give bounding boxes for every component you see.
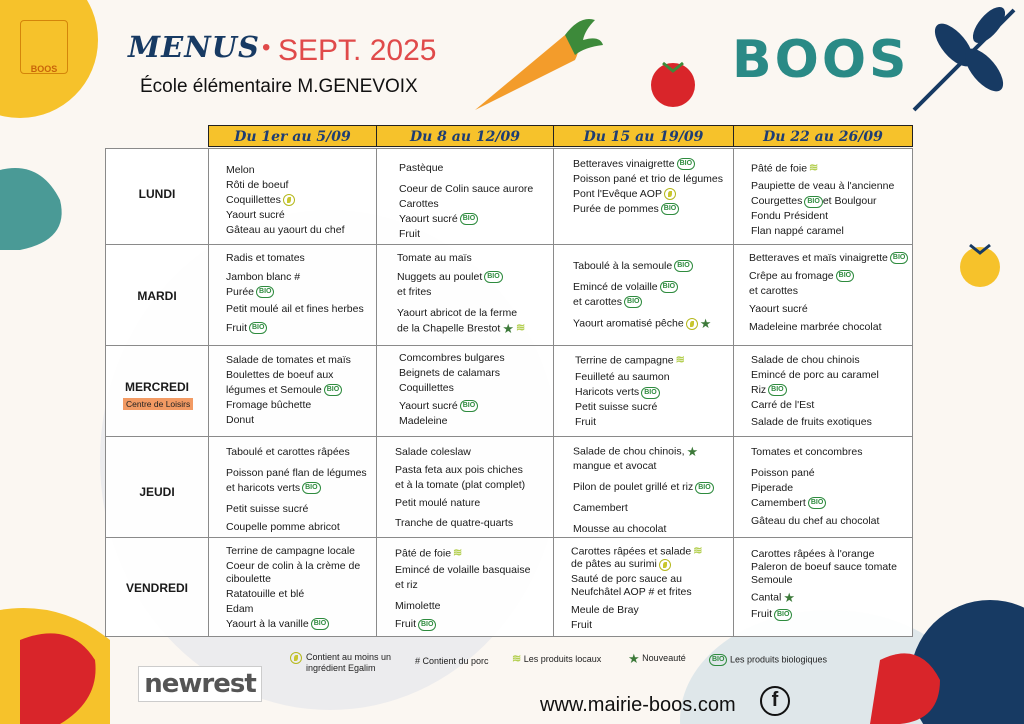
dish: Salade coleslaw xyxy=(395,446,471,458)
dish: de la Chapelle Brestot xyxy=(397,322,501,335)
egalim-icon xyxy=(283,194,295,206)
dish: Pâté de foie xyxy=(395,547,452,560)
week-header-2: Du 8 au 12/09 xyxy=(376,125,554,147)
dish: ciboulette xyxy=(226,573,271,585)
menu-cell-mardi-w3 xyxy=(573,260,711,332)
menu-cell-vendredi-w2 xyxy=(395,547,530,633)
dish: Boulettes de boeuf aux xyxy=(226,369,334,381)
menu-cell-mercredi-w3 xyxy=(575,354,685,431)
dish: Yaourt sucré xyxy=(749,303,808,315)
menus-title: MENUS xyxy=(128,30,260,64)
dish: Yaourt sucré xyxy=(226,209,285,221)
egalim-icon xyxy=(686,318,698,330)
menu-cell-lundi-w1 xyxy=(226,164,345,239)
egalim-icon xyxy=(659,559,671,571)
dish: Poisson pané flan de légumes xyxy=(226,467,367,479)
dish: légumes et Semoule xyxy=(226,384,322,396)
bio-icon: BIO xyxy=(890,252,908,264)
dish: mangue et avocat xyxy=(573,460,657,473)
dish: Radis et tomates xyxy=(226,252,305,264)
dish: Salade de chou chinois, xyxy=(573,445,685,458)
title-separator-dot: • xyxy=(262,34,271,61)
legend-local xyxy=(510,654,601,665)
dish: Taboulé et carottes râpées xyxy=(226,446,350,458)
local-products-icon: ≋ xyxy=(515,322,526,334)
dish: Cantal xyxy=(751,591,782,604)
new-star-icon: ★ xyxy=(783,590,796,605)
dish: Paupiette de veau à l'ancienne xyxy=(751,180,895,193)
menu-cell-vendredi-w4 xyxy=(751,548,897,623)
dish: Fondu Président xyxy=(751,210,829,223)
menu-cell-mercredi-w4 xyxy=(751,354,879,431)
local-products-icon: ≋ xyxy=(675,354,685,366)
dish: Emincé de porc au caramel xyxy=(751,369,879,381)
bio-icon: BIO xyxy=(836,270,854,282)
menu-table xyxy=(105,148,913,637)
bio-icon: BIO xyxy=(709,654,727,666)
dish: Madeleine xyxy=(399,415,448,427)
menu-cell-jeudi-w1 xyxy=(226,446,367,536)
menu-cell-jeudi-w4 xyxy=(751,446,879,530)
local-products-icon: ≋ xyxy=(453,547,463,559)
dish: Petit moulé ail et fines herbes xyxy=(226,303,364,315)
bio-icon: BIO xyxy=(641,387,659,399)
dish: Beignets de calamars xyxy=(399,367,500,379)
dish: Yaourt sucré xyxy=(399,400,458,412)
bio-icon: BIO xyxy=(660,281,678,293)
dish: Coeur de Colin sauce aurore xyxy=(399,183,534,195)
dish: Coupelle pomme abricot xyxy=(226,521,340,533)
dish: et Boulgour xyxy=(822,195,877,208)
week-header-1: Du 1er au 5/09 xyxy=(208,125,377,147)
dish: Feuilleté au saumon xyxy=(575,371,670,384)
dish: Camembert xyxy=(751,497,806,509)
dish: Yaourt abricot de la ferme xyxy=(397,307,518,319)
dish: Carré de l'Est xyxy=(751,399,815,411)
legend-egalim xyxy=(288,652,404,674)
mairie-logo: BOOS xyxy=(20,20,68,74)
menu-cell-jeudi-w2 xyxy=(395,446,525,532)
dish: Yaourt aromatisé pêche xyxy=(573,317,684,330)
menu-cell-mercredi-w2 xyxy=(399,352,505,430)
dish: et carottes xyxy=(749,285,799,297)
dish: Pastèque xyxy=(399,162,444,174)
day-jeudi: JEUDI xyxy=(139,485,175,499)
dish: Salade de tomates et maïs xyxy=(226,354,351,366)
menu-cell-lundi-w3 xyxy=(573,158,733,218)
dish: Edam xyxy=(226,603,254,615)
dish: Haricots verts xyxy=(575,386,640,399)
new-star-icon: ★ xyxy=(686,444,699,459)
dish: Mousse au chocolat xyxy=(573,523,667,536)
legend-bio-label: Les produits biologiques xyxy=(729,654,828,665)
dish: Neufchâtel AOP # et frites xyxy=(571,586,692,599)
dish: Terrine de campagne locale xyxy=(226,545,355,557)
dish: et à la tomate (plat complet) xyxy=(395,479,526,491)
dish: Meule de Bray xyxy=(571,604,639,617)
leaves-illustration xyxy=(904,0,1024,120)
day-lundi: LUNDI xyxy=(138,187,176,201)
bio-icon: BIO xyxy=(674,260,692,272)
dish: Poisson pané xyxy=(751,467,815,479)
dish: Betteraves et maïs vinaigrette xyxy=(749,252,888,264)
dish: Salade de chou chinois xyxy=(751,354,860,366)
local-products-icon: ≋ xyxy=(693,545,703,557)
bio-icon: BIO xyxy=(695,482,713,494)
website-link[interactable]: www.mairie-boos.com xyxy=(540,694,736,716)
dish: Poisson pané et trio de légumes xyxy=(573,173,724,185)
legend-bio xyxy=(707,654,827,666)
dish: Taboulé à la semoule xyxy=(573,260,673,272)
menu-cell-lundi-w4 xyxy=(751,162,894,240)
dish: Tomate au maïs xyxy=(397,252,472,264)
dish: Pâté de foie xyxy=(751,162,808,175)
dish: Fruit xyxy=(575,416,596,429)
dish: Pont l'Evêque AOP xyxy=(573,188,662,200)
dish: Coeur de colin à la crème de xyxy=(226,560,361,572)
dish: Purée de pommes xyxy=(573,203,659,215)
menu-cell-mardi-w4 xyxy=(749,252,908,336)
dish: Jambon blanc # xyxy=(226,271,301,283)
newrest-logo: newrest xyxy=(138,666,262,702)
egalim-icon xyxy=(664,188,676,200)
local-products-icon: ≋ xyxy=(809,162,819,174)
bio-icon: BIO xyxy=(460,213,478,225)
dish: Emincé de volaille basquaise xyxy=(395,564,531,577)
bio-icon: BIO xyxy=(418,619,436,631)
bio-icon: BIO xyxy=(624,296,642,308)
dish: Gâteau au yaourt du chef xyxy=(226,224,345,236)
dish: Ratatouille et blé xyxy=(226,588,305,600)
dish: Petit suisse sucré xyxy=(226,503,309,515)
bio-icon: BIO xyxy=(460,400,478,412)
dish: Camembert xyxy=(573,502,628,515)
menu-cell-mercredi-w1 xyxy=(226,354,351,429)
dish: Madeleine marbrée chocolat xyxy=(749,321,882,333)
dish: Emincé de volaille xyxy=(573,281,658,293)
menu-cell-vendredi-w3 xyxy=(571,545,702,634)
dish: Flan nappé caramel xyxy=(751,225,844,238)
dish: Courgettes xyxy=(751,195,803,208)
dish: Pilon de poulet grillé et riz xyxy=(573,481,694,494)
raspberry-illustration xyxy=(645,55,705,115)
legend-egalim-label: Contient au moins un ingrédient Egalim xyxy=(306,652,392,673)
dish: Carottes xyxy=(399,198,439,210)
centre-loisirs-badge: Centre de Loisirs xyxy=(123,398,193,410)
bio-icon: BIO xyxy=(808,497,826,509)
menu-cell-lundi-w2 xyxy=(399,162,533,243)
local-products-icon: ≋ xyxy=(512,653,522,666)
yellow-raspberry-illustration xyxy=(955,235,1005,295)
dish: Terrine de campagne xyxy=(575,354,674,367)
bio-icon: BIO xyxy=(324,384,342,396)
legend-new xyxy=(626,651,686,667)
dish: Fruit xyxy=(751,608,772,621)
bio-icon: BIO xyxy=(804,196,822,208)
dish: Melon xyxy=(226,164,255,176)
bio-icon: BIO xyxy=(256,286,274,298)
dish: Comcombres bulgares xyxy=(399,352,505,364)
month-title: SEPT. 2025 xyxy=(278,34,437,67)
legend-porc: # Contient du porc xyxy=(415,656,489,666)
dish: Nuggets au poulet xyxy=(397,271,483,283)
menu-cell-mardi-w1 xyxy=(226,252,364,337)
day-vendredi: VENDREDI xyxy=(125,581,188,595)
dish: Tomates et concombres xyxy=(751,446,863,458)
dish: Rôti de boeuf xyxy=(226,179,289,191)
dish: Petit moulé nature xyxy=(395,497,481,509)
bio-icon: BIO xyxy=(768,384,786,396)
new-star-icon: ★ xyxy=(502,321,514,336)
bio-icon: BIO xyxy=(302,482,320,494)
dish: Paleron de boeuf sauce tomate xyxy=(751,561,897,573)
bio-icon: BIO xyxy=(774,609,792,621)
facebook-icon[interactable]: f xyxy=(760,686,790,716)
egalim-icon xyxy=(290,652,302,664)
menu-cell-jeudi-w3 xyxy=(573,445,714,538)
dish: Yaourt à la vanille xyxy=(226,618,309,630)
dish: et carottes xyxy=(573,296,623,308)
dish: Fromage bûchette xyxy=(226,399,312,411)
new-star-icon: ★ xyxy=(628,651,640,667)
legend-local-label: Les produits locaux xyxy=(523,654,602,664)
day-mardi: MARDI xyxy=(137,289,177,303)
legend-new-label: Nouveauté xyxy=(642,653,686,663)
bio-icon: BIO xyxy=(677,158,695,170)
dish: Tranche de quatre-quarts xyxy=(395,517,514,529)
dish: Gâteau du chef au chocolat xyxy=(751,515,880,527)
dish: Donut xyxy=(226,414,255,426)
dish: Sauté de porc sauce au xyxy=(571,573,682,586)
dish: Carottes râpées à l'orange xyxy=(751,548,875,560)
dish: Fruit xyxy=(399,228,420,240)
dish: Yaourt sucré xyxy=(399,213,458,225)
dish: de pâtes au surimi xyxy=(571,558,657,571)
dish: Carottes râpées et salade xyxy=(571,545,692,558)
dish: Purée xyxy=(226,286,255,298)
week-header-4: Du 22 au 26/09 xyxy=(733,125,913,147)
bio-icon: BIO xyxy=(311,618,329,630)
dish: Mimolette xyxy=(395,600,441,613)
day-mercredi: MERCREDI xyxy=(124,380,189,394)
dish: Crêpe au fromage xyxy=(749,270,834,282)
menu-cell-vendredi-w1 xyxy=(226,545,360,633)
dish: et haricots verts xyxy=(226,482,301,494)
new-star-icon: ★ xyxy=(699,316,712,331)
dish: Coquillettes xyxy=(399,382,454,394)
dish: Pasta feta aux pois chiches xyxy=(395,464,523,476)
dish: Fruit xyxy=(395,618,416,631)
dish: et riz xyxy=(395,579,418,592)
dish: Piperade xyxy=(751,482,794,494)
dish: et frites xyxy=(397,286,432,298)
school-name: École élémentaire M.GENEVOIX xyxy=(140,76,418,97)
dish: Riz xyxy=(751,384,767,396)
dish: Petit suisse sucré xyxy=(575,401,658,414)
dish: Salade de fruits exotiques xyxy=(751,416,872,428)
dish: Fruit xyxy=(226,322,247,334)
dish: Fruit xyxy=(571,619,592,632)
bio-icon: BIO xyxy=(484,271,502,283)
menu-cell-mardi-w2 xyxy=(397,252,525,337)
bio-icon: BIO xyxy=(661,203,679,215)
dish: Coquillettes xyxy=(226,194,281,206)
boos-logo: BOOS xyxy=(732,30,910,90)
week-header-3: Du 15 au 19/09 xyxy=(553,125,734,147)
carrot-illustration xyxy=(455,15,605,125)
dish: Semoule xyxy=(751,574,793,586)
bio-icon: BIO xyxy=(249,322,267,334)
dish: Betteraves vinaigrette xyxy=(573,158,675,170)
